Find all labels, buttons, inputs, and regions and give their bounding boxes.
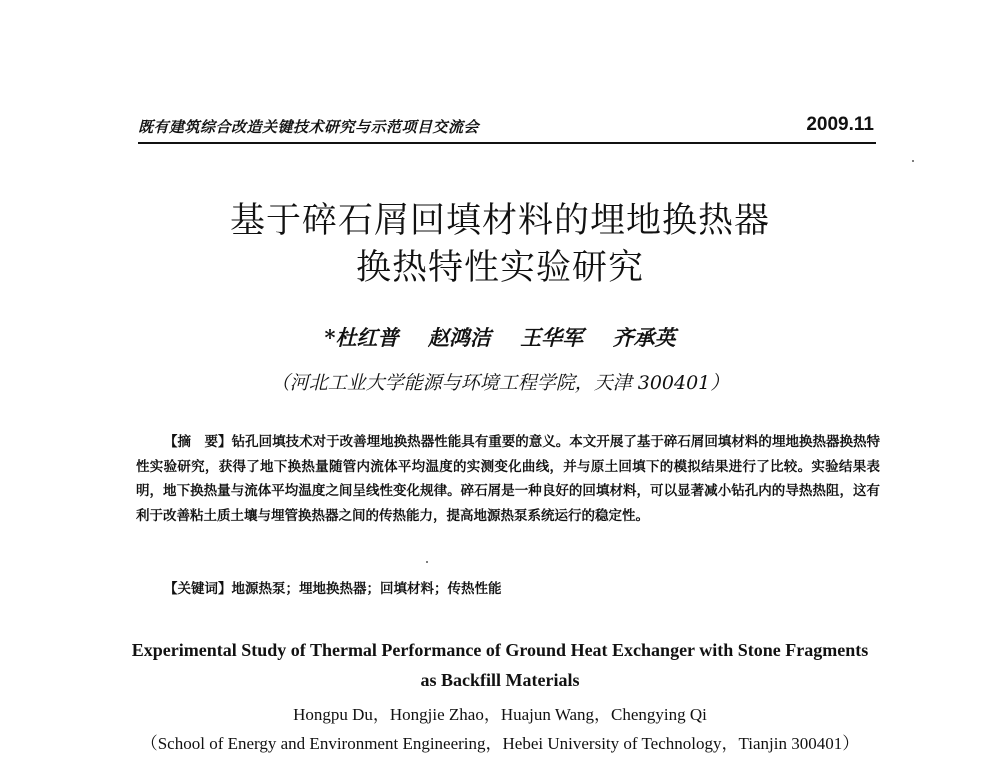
abstract: [136, 430, 880, 528]
conference-name: 既有建筑综合改造关键技术研究与示范项目交流会: [138, 118, 480, 136]
english-authors: Hongpu Du，Hongjie Zhao，Huajun Wang，Chengying Qi: [293, 705, 707, 724]
abstract-text: 钻孔回填技术对于改善埋地换热器性能具有重要的意义。本文开展了基于碎石屑回填材料的埋地换热器换热特性实验研究，获得了地下换热量随管内流体平均温度的实测变化曲线，并与原土回填下的模拟结果进行了比较。实验结果表明，地下换热量与流体平均温度之间呈线性变化规律。碎石屑是一种良好的回填材料，可以显著减小钻孔内的导热热阻，这有利于改善粘土质土壤与埋管换热器之间的传热能力，提高地源热泵系统运行的稳定性。: [136, 434, 881, 524]
keywords-text: 地源热泵；埋地换热器；回填材料；传热性能: [231, 581, 502, 597]
paper-title-line-2: 换热特性实验研究: [355, 248, 644, 288]
authors-cn: *杜红普 赵鸿洁 王华军 齐承英: [324, 325, 676, 350]
abstract-label: 【摘 要】: [164, 434, 232, 450]
keywords-label: 【关键词】: [164, 581, 232, 597]
running-header: [138, 112, 876, 144]
english-affiliation: （School of Energy and Environment Engineering，Hebei University of Technology，Tianjin 300401）: [140, 734, 860, 753]
english-title-line-2: as Backfill Materials: [420, 670, 580, 690]
paper-title-line-1: 基于碎石屑回填材料的埋地换热器: [229, 201, 770, 241]
keywords: [164, 577, 502, 597]
scan-speck: [912, 160, 914, 162]
english-title-line-1: Experimental Study of Thermal Performance of Ground Heat Exchanger with Stone Fragments: [131, 640, 869, 660]
issue-date: 2009.11: [806, 114, 874, 135]
scan-speck: [426, 561, 428, 563]
affiliation-cn: （河北工业大学能源与环境工程学院，天津 300401）: [270, 372, 730, 394]
